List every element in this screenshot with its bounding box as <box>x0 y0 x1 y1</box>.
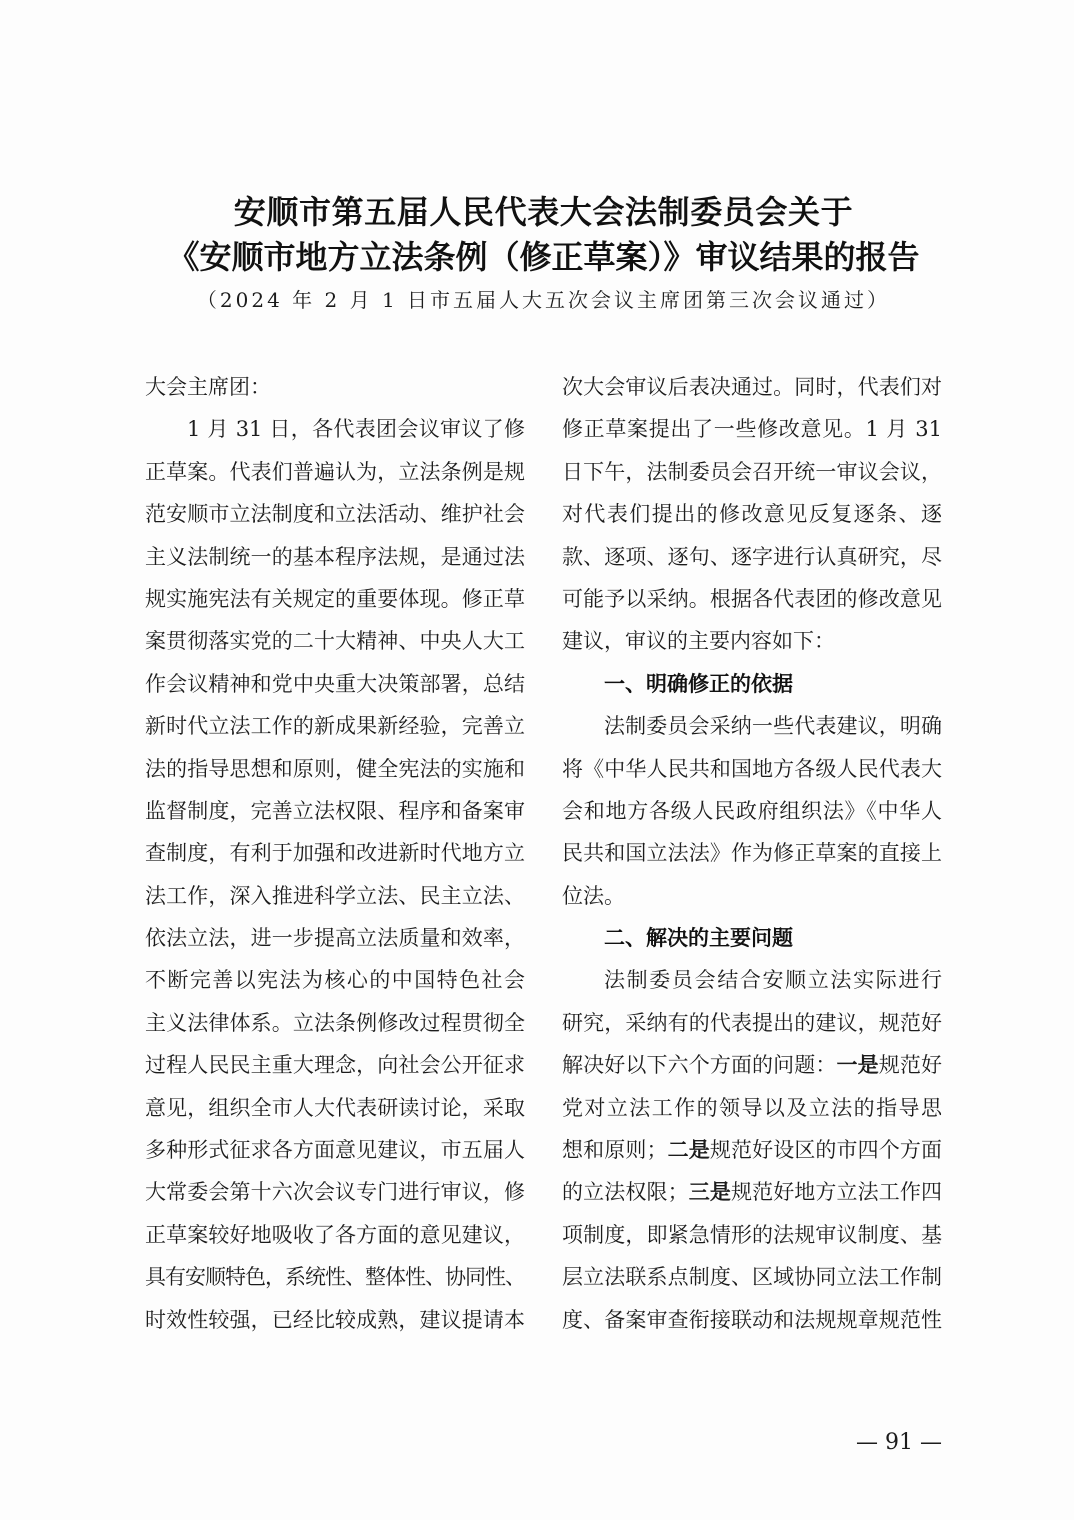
heading-text: 二、解决的主要问题 <box>604 926 793 951</box>
section-heading <box>562 663 942 705</box>
text-line: 对代表们提出的修改意见反复逐条、逐 <box>562 502 942 527</box>
text-line: 次大会审议后表决通过。同时，代表们对 <box>562 375 942 399</box>
emphasis-text: 三是 <box>688 1180 731 1205</box>
text-line: 将《中华人民共和国地方各级人民代表大 <box>562 756 942 781</box>
text-line: 解决好以下六个方面的问题：一是规范好 <box>562 1053 943 1078</box>
text-line: 法的指导思想和原则，健全宪法的实施和 <box>145 756 525 781</box>
paragraph <box>145 408 525 1341</box>
text-line: 1 月 31 日，各代表团会议审议了修 <box>187 417 525 442</box>
text-line: 多种形式征求各方面意见建议，市五届人 <box>145 1138 525 1163</box>
document-title <box>145 190 942 280</box>
text-line: 研究，采纳有的代表提出的建议，规范好 <box>562 1010 942 1035</box>
text-line: 修正草案提出了一些修改意见。1 月 31 <box>562 417 942 442</box>
text-line: 意见，组织全市人大代表研读讨论，采取 <box>145 1095 525 1120</box>
text-line: 正草案较好地吸收了各方面的意见建议， <box>145 1222 525 1247</box>
paragraph <box>562 366 942 663</box>
text-line: 主义法制统一的基本程序法规，是通过法 <box>145 544 525 569</box>
text-line: 党对立法工作的领导以及立法的指导思 <box>562 1095 942 1120</box>
text-line: 新时代立法工作的新成果新经验，完善立 <box>145 714 525 739</box>
text-line: 监督制度，完善立法权限、程序和备案审 <box>145 798 525 823</box>
text-line: 正草案。代表们普遍认为，立法条例是规 <box>145 459 525 484</box>
title-line: 安顺市第五届人民代表大会法制委员会关于 <box>233 193 854 231</box>
text-line: 会和地方各级人民政府组织法》《中华人 <box>562 798 942 823</box>
text-line: 案贯彻落实党的二十大精神、中央人大工 <box>145 629 525 654</box>
text-line: 法工作，深入推进科学立法、民主立法、 <box>145 883 525 908</box>
text-line: 民共和国立法法》作为修正草案的直接上 <box>562 841 942 866</box>
text-line: 查制度，有利于加强和改进新时代地方立 <box>145 841 525 866</box>
section-heading <box>562 917 942 959</box>
text-line: 层立法联系点制度、区域协同立法工作制 <box>562 1265 942 1290</box>
title-line: 《安顺市地方立法条例（修正草案）》审议结果的报告 <box>167 238 920 276</box>
text-line: 具有安顺特色，系统性、整体性、协同性、 <box>145 1265 525 1290</box>
page-number: — 91 — <box>856 1430 942 1455</box>
text-line: 作会议精神和党中央重大决策部署，总结 <box>145 671 525 696</box>
paragraph <box>562 705 942 917</box>
salutation <box>145 366 525 408</box>
text-line: 项制度，即紧急情形的法规审议制度、基 <box>562 1222 942 1247</box>
left-text-column <box>145 366 525 1341</box>
text-line: 不断完善以宪法为核心的中国特色社会 <box>145 968 525 993</box>
text-line: 过程人民民主重大理念，向社会公开征求 <box>145 1053 525 1078</box>
text-line: 范安顺市立法制度和立法活动、维护社会 <box>145 502 525 527</box>
text-line: 款、逐项、逐句、逐字进行认真研究，尽 <box>562 544 942 569</box>
text-line: 时效性较强，已经比较成熟，建议提请本 <box>145 1307 525 1332</box>
text-line: 主义法律体系。立法条例修改过程贯彻全 <box>145 1010 525 1035</box>
emphasis-text: 二是 <box>667 1138 710 1163</box>
right-text-column <box>562 366 942 1341</box>
emphasis-text: 一是 <box>836 1053 879 1078</box>
text-line: 的立法权限；三是规范好地方立法工作四 <box>562 1180 943 1205</box>
text-line: 大常委会第十六次会议专门进行审议，修 <box>145 1180 525 1205</box>
heading-text: 一、明确修正的依据 <box>604 671 793 696</box>
text-line: 可能予以采纳。根据各代表团的修改意见 <box>562 586 942 611</box>
text-line: 建议，审议的主要内容如下： <box>562 629 835 654</box>
text-line: 依法立法，进一步提高立法质量和效率， <box>145 926 525 951</box>
text-line: 日下午，法制委员会召开统一审议会议， <box>562 459 942 484</box>
text-line: 想和原则；二是规范好设区的市四个方面 <box>562 1138 943 1163</box>
text-line: 法制委员会结合安顺立法实际进行 <box>604 968 942 993</box>
text-line: 度、备案审查衔接联动和法规规章规范性 <box>562 1307 942 1332</box>
paragraph <box>562 959 942 1341</box>
text-line: 位法。 <box>562 883 625 908</box>
text-line: 法制委员会采纳一些代表建议，明确 <box>604 714 942 739</box>
text-line: 大会主席团： <box>145 375 271 399</box>
text-line: 规实施宪法有关规定的重要体现。修正草 <box>145 586 525 611</box>
document-subtitle: （2024 年 2 月 1 日市五届人大五次会议主席团第三次会议通过） <box>196 288 891 312</box>
